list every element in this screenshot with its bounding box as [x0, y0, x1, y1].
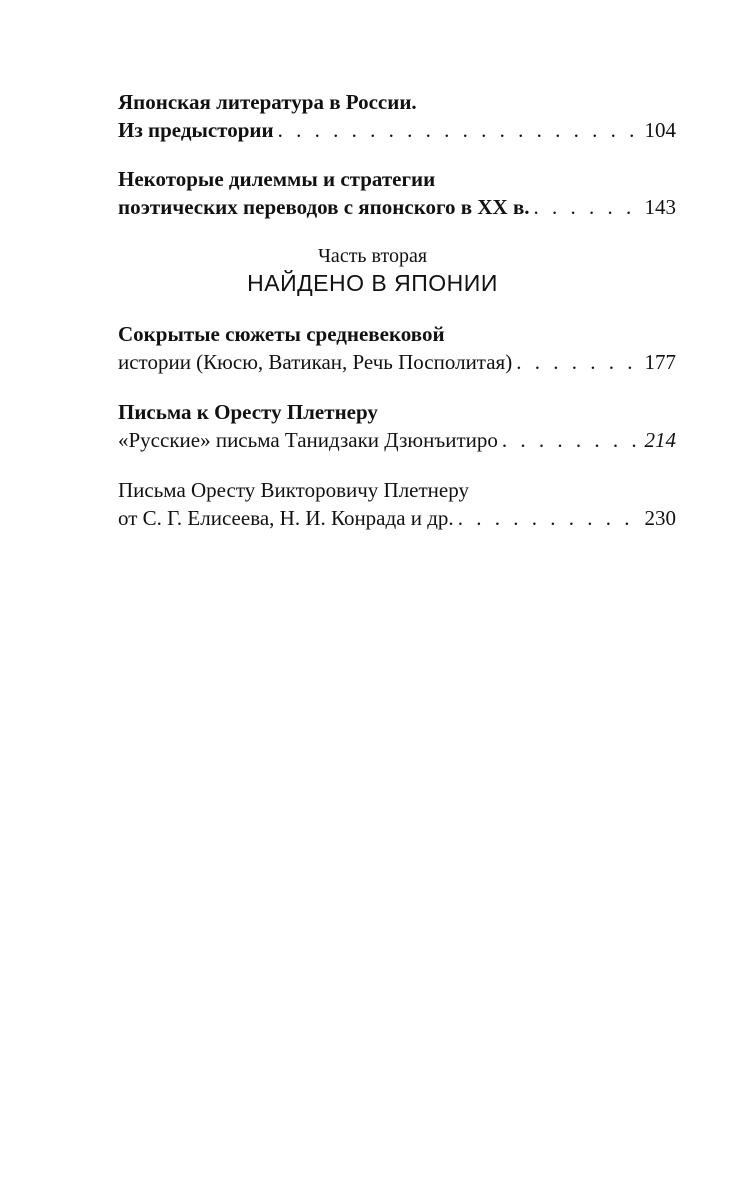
toc-entry: [118, 88, 676, 144]
part-label: Часть вторая: [317, 245, 428, 267]
toc-entry: [118, 398, 676, 454]
dot-leader: [534, 193, 641, 221]
toc-entry: [118, 165, 676, 221]
toc-entry-title: Некоторые дилеммы и стратегии: [118, 167, 436, 191]
toc-page-number: 214: [644, 428, 676, 452]
toc-entry: [118, 476, 676, 532]
dot-leader: [502, 426, 641, 454]
dot-leader: [278, 116, 641, 144]
toc-entry-title: Сокрытые сюжеты средневековой: [118, 322, 445, 346]
dot-leader: [516, 348, 640, 376]
dot-leader: [458, 504, 641, 532]
toc-page-number: 143: [644, 195, 676, 219]
toc-entry-subtitle: поэтических переводов с японского в XX в.: [118, 195, 530, 219]
toc-entry-line: [118, 426, 676, 454]
toc-entry-subtitle: «Русские» письма Танидзаки Дзюнъитиро: [118, 428, 498, 452]
toc-entry-line: [118, 348, 676, 376]
toc-entry-line: [118, 116, 676, 144]
toc-entry: [118, 320, 676, 376]
part-heading: [0, 244, 745, 298]
toc-entry-subtitle: Из предыстории: [118, 118, 274, 142]
toc-entry-line: [118, 504, 676, 532]
part-title: НАЙДЕНО В ЯПОНИИ: [247, 270, 498, 296]
toc-entry-line: [118, 193, 676, 221]
toc-entry-title: Письма Оресту Викторовичу Плетнеру: [118, 478, 469, 502]
toc-entry-subtitle: истории (Кюсю, Ватикан, Речь Посполитая): [118, 350, 513, 374]
toc-page-number: 177: [644, 350, 676, 374]
toc-page-number: 104: [644, 118, 676, 142]
toc-entry-title: Письма к Оресту Плетнеру: [118, 400, 378, 424]
toc-entry-title: Японская литература в России.: [118, 90, 417, 114]
toc-page-number: 230: [644, 506, 676, 530]
toc-entry-subtitle: от С. Г. Елисеева, Н. И. Конрада и др.: [118, 506, 454, 530]
